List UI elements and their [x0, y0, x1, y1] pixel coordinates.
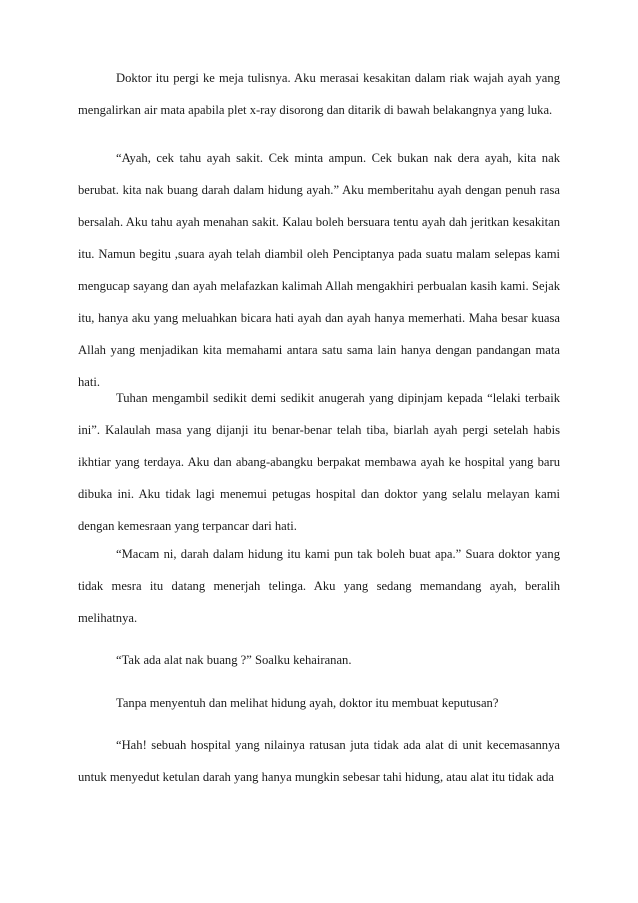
paragraph-3: Tuhan mengambil sedikit demi sedikit anugerah yang dipinjam kepada “lelaki terbaik ini”. Kalaulah masa yang dijanji itu benar-benar telah tiba, biarlah ayah pergi setelah habis ikhtiar yang terdaya. Aku dan abang-abangku berpakat membawa ayah ke hospital yang baru dibuka ini. Aku tidak lagi menemui petugas hospital dan doktor yang selalu melayan kami dengan kemesraan yang terpancar dari hati. — [78, 391, 560, 533]
paragraph-4: “Macam ni, darah dalam hidung itu kami pun tak boleh buat apa.” Suara doktor yang tidak mesra itu datang menerjah telinga. Aku yang sedang memandang ayah, beralih melihatnya. — [78, 547, 560, 625]
paragraph-1: Doktor itu pergi ke meja tulisnya. Aku merasai kesakitan dalam riak wajah ayah yang mengalirkan air mata apabila plet x-ray disorong dan ditarik di bawah belakangnya yang luka. — [78, 71, 560, 117]
paragraph-7: “Hah! sebuah hospital yang nilainya ratusan juta tidak ada alat di unit kecemasannya untuk menyedut ketulan darah yang hanya mungkin sebesar tahi hidung, atau alat itu tidak ada — [78, 738, 560, 784]
paragraph-5: “Tak ada alat nak buang ?” Soalku kehairanan. — [116, 653, 352, 667]
paragraph-2: “Ayah, cek tahu ayah sakit. Cek minta ampun. Cek bukan nak dera ayah, kita nak berubat. kita nak buang darah dalam hidung ayah.” Aku memberitahu ayah dengan penuh rasa bersalah. Aku tahu ayah menahan sakit. Kalau boleh bersuara tentu ayah dah jeritkan kesakitan itu. Namun begitu ,suara ayah telah diambil oleh Penciptanya pada suatu malam selepas kami mengucap sayang dan ayah melafazkan kalimah Allah mengakhiri perbualan kasih kami. Sejak itu, hanya aku yang meluahkan bicara hati ayah dan ayah hanya memerhati. Maha besar kuasa Allah yang menjadikan kita memahami antara satu sama lain hanya dengan pandangan mata hati. — [78, 151, 560, 389]
paragraph-6: Tanpa menyentuh dan melihat hidung ayah, doktor itu membuat keputusan? — [116, 696, 499, 710]
